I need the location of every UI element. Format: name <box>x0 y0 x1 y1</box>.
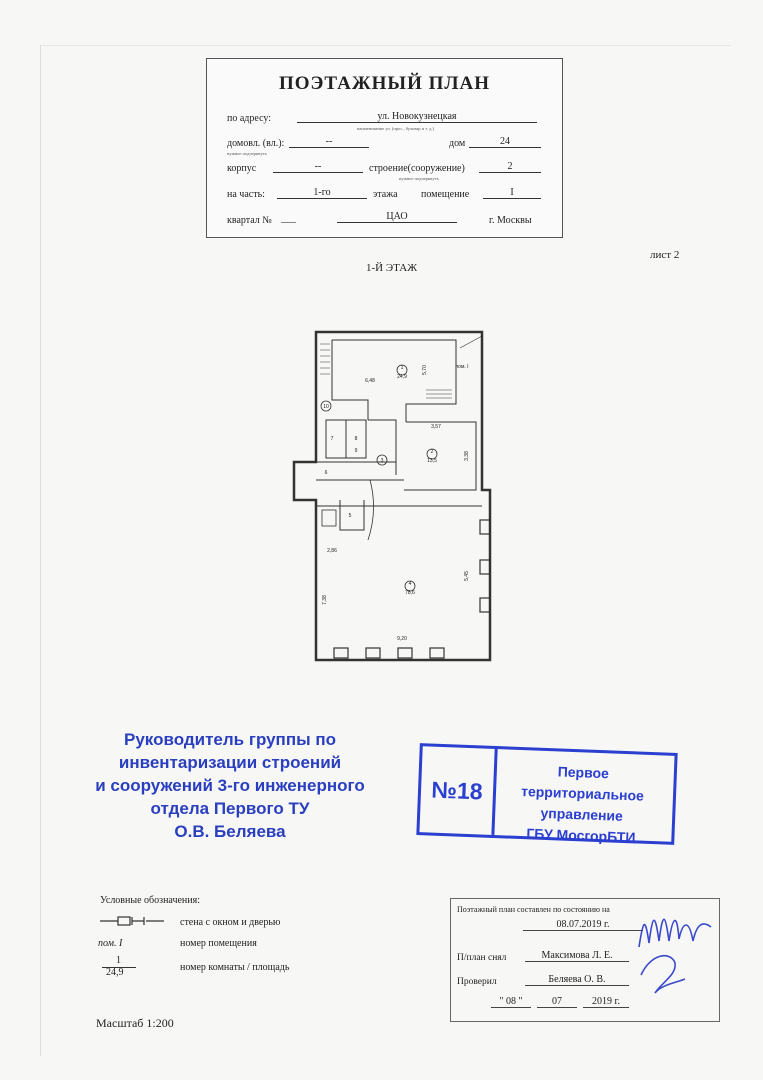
floor-title: 1-Й ЭТАЖ <box>366 262 418 274</box>
room-label: 5 <box>348 513 352 519</box>
staircase-2 <box>426 390 452 398</box>
curved-wall <box>368 480 374 540</box>
dimension: 2,86 <box>327 548 337 554</box>
signature-box <box>450 898 720 1022</box>
staircase <box>320 344 330 374</box>
checked-label: Проверил <box>457 977 497 987</box>
state-text: Поэтажный план составлен по состоянию на <box>457 905 610 914</box>
drawn-value: Максимова Л. Е. <box>525 950 629 962</box>
dimension: 3,38 <box>464 451 470 461</box>
legend-area: 24,9 <box>106 967 124 978</box>
unit-label: пом. I <box>455 364 469 370</box>
district-value: ЦАО <box>337 211 457 223</box>
stamp-heading-line: отдела Первого ТУ <box>150 799 310 818</box>
handwritten-signatures <box>631 901 717 1017</box>
domovl-value: -- <box>289 136 369 148</box>
drawn-label: П/план снял <box>457 953 507 963</box>
sign-year: 2019 г. <box>583 996 629 1008</box>
address-hint: наименование ул. (прос., бульвар и т. д.) <box>357 126 434 131</box>
document-title: ПОЭТАЖНЫЙ ПЛАН <box>278 73 491 94</box>
stroenie-label: строение(сооружение) <box>369 163 465 174</box>
stamp-line: управление <box>540 804 624 824</box>
wall-room-1 <box>332 340 456 422</box>
domovl-hint: нужное подчеркнуть <box>227 151 267 156</box>
pomeshenie-value: I <box>483 187 541 199</box>
address-value: ул. Новокузнецкая <box>297 111 537 123</box>
domovl-label: домовл. (вл.): <box>227 138 285 149</box>
dimension: 5,45 <box>464 571 470 581</box>
stamp-heading-name: О.В. Беляева <box>174 822 286 841</box>
room-label: 9 <box>354 448 358 454</box>
korpus-label: корпус <box>227 163 257 174</box>
legend-room: номер помещения <box>180 938 257 949</box>
dimension: 3,57 <box>431 424 441 430</box>
korpus-value: -- <box>273 161 363 173</box>
state-date: 08.07.2019 г. <box>523 919 643 931</box>
signature-1 <box>639 919 711 947</box>
stroenie-value: 2 <box>479 161 541 173</box>
room-label: 3 <box>380 458 384 464</box>
room-label: 7 <box>330 436 334 442</box>
wall-window-door-symbol <box>98 914 168 928</box>
stamp-heading-line: инвентаризации строений <box>118 753 342 772</box>
windows-bottom <box>334 648 444 658</box>
legend-room-symbol: пом. I <box>98 938 123 949</box>
legend-wall: стена с окном и дверью <box>180 917 281 928</box>
sheet-number: лист 2 <box>650 249 680 261</box>
stamp-heading <box>60 728 400 843</box>
room-area: 78,6 <box>405 590 415 596</box>
nachast-label: на часть: <box>227 189 265 200</box>
legend-title: Условные обозначения: <box>100 895 201 906</box>
dimension: 6,48 <box>365 378 375 384</box>
checked-value: Беляева О. В. <box>525 974 629 986</box>
stamp-number: №18 <box>419 746 497 835</box>
dom-value: 24 <box>469 136 541 148</box>
room-label: 2 <box>430 449 434 455</box>
dom-label: дом <box>449 138 466 149</box>
outer-wall <box>294 332 490 660</box>
fixture <box>322 510 336 526</box>
room-label: 8 <box>354 436 358 442</box>
pomeshenie-label: помещение <box>421 189 470 200</box>
stroenie-hint: нужное подчеркнуть <box>399 176 439 181</box>
room-label: 10 <box>323 404 329 410</box>
city: г. Москвы <box>489 215 532 226</box>
room-label: 6 <box>324 470 328 476</box>
wall-room-7 <box>340 500 364 530</box>
dimension: 5,70 <box>422 365 428 375</box>
sign-day: " 08 " <box>491 996 531 1008</box>
stamp-text <box>494 759 670 850</box>
sign-month: 07 <box>537 996 577 1008</box>
stamp-line: ГБУ МосгорБТИ <box>526 825 636 846</box>
signature-2 <box>641 956 685 993</box>
room-area: 13,5 <box>427 458 437 464</box>
kvartal-value: ___ <box>281 213 296 224</box>
header-form <box>206 58 563 238</box>
stamp-heading-line: и сооружений 3-го инженерного <box>95 776 365 795</box>
room-label: 1 <box>400 365 404 371</box>
bti-stamp <box>416 743 677 845</box>
nachast-value: 1-го <box>277 187 367 199</box>
wall-room-3 <box>368 420 396 475</box>
dimension: 9,20 <box>397 636 407 642</box>
legend-room-area: номер комнаты / площадь <box>180 962 290 973</box>
stamp-heading-line: Руководитель группы по <box>124 730 336 749</box>
floor-plan <box>286 330 496 670</box>
stamp-line: Первое территориальное <box>520 763 645 804</box>
etazh-label: этажа <box>373 189 398 200</box>
dimension: 7,38 <box>322 595 328 605</box>
legend-num: 1 <box>116 955 121 966</box>
room-label: 4 <box>408 581 412 587</box>
scale: Масштаб 1:200 <box>96 1016 174 1030</box>
room-area: 24,9 <box>397 374 407 380</box>
address-label: по адресу: <box>227 113 272 124</box>
kvartal-label: квартал № <box>227 215 272 226</box>
windows-right <box>480 520 490 612</box>
